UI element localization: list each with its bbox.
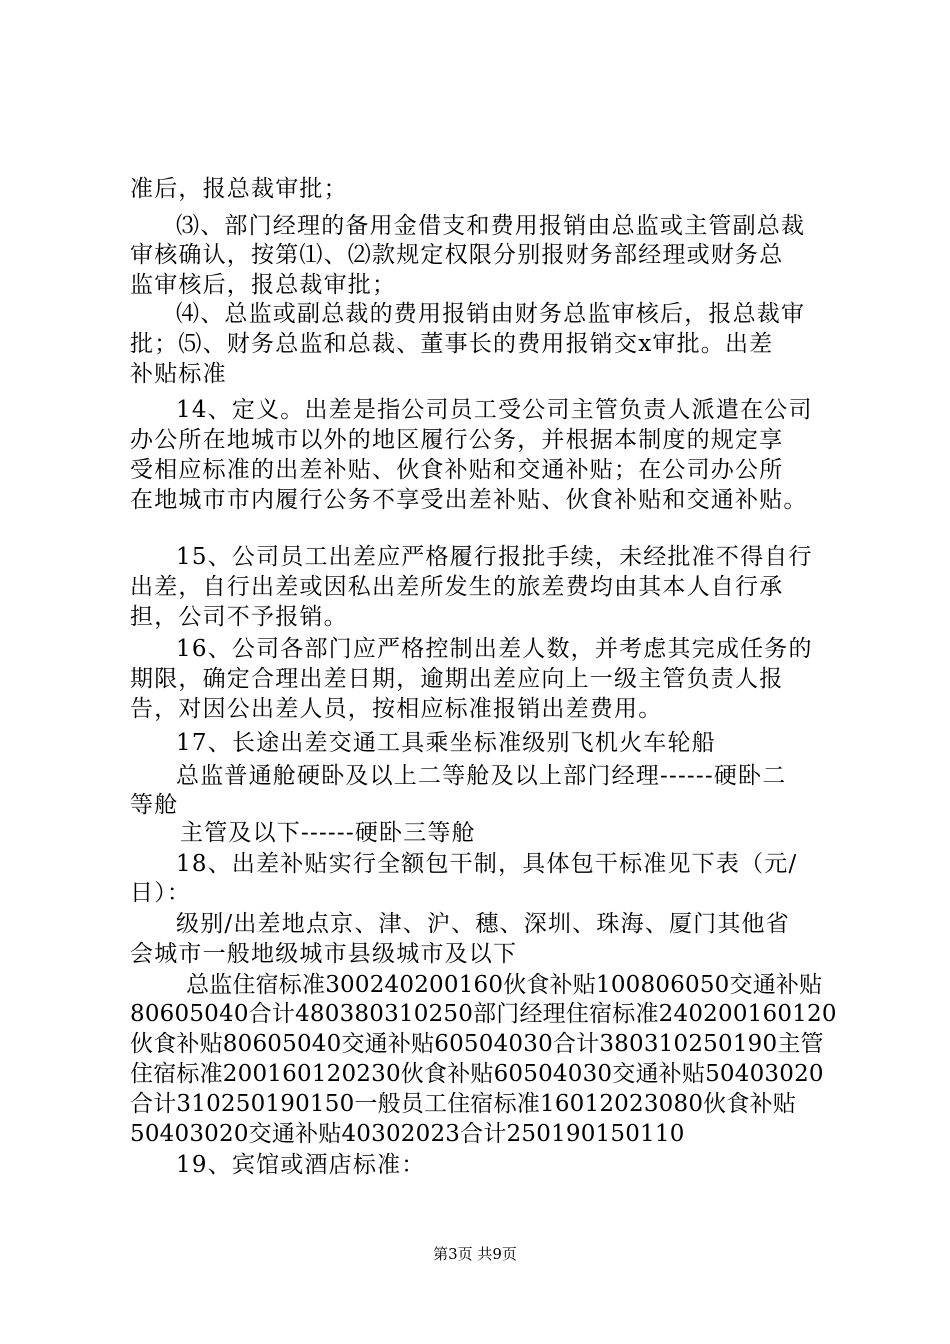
text-line: 担，公司不予报销。 [130, 604, 348, 630]
text-line: 伙食补贴80605040交通补贴60504030合计380310250190主管 [130, 1031, 824, 1057]
text-line: 16、公司各部门应严格控制出差人数，并考虑其完成任务的 [176, 636, 813, 662]
text-line: 80605040合计480380310250部门经理住宿标准240200160120 [130, 1001, 837, 1027]
text-line: 监审核后，报总裁审批； [130, 272, 397, 298]
page-number: 第3页 共9页 [433, 1245, 517, 1263]
text-line: 主管及以下------硬卧三等舱 [180, 820, 476, 846]
text-line: 办公所在地城市以外的地区履行公务，并根据本制度的规定享 [130, 427, 784, 453]
text-line: 日）： [130, 880, 192, 906]
text-line: 受相应标准的出差补贴、伙食补贴和交通补贴；在公司办公所 [130, 457, 784, 483]
text-line: 会城市一般地级城市县级城市及以下 [130, 941, 518, 967]
text-line: 住宿标准200160120230伙食补贴60504030交通补贴50403020 [130, 1061, 824, 1087]
text-line: 总监普通舱硬卧及以上二等舱及以上部门经理------硬卧二 [176, 763, 787, 789]
text-line: 级别/出差地点京、津、沪、穗、深圳、珠海、厦门其他省 [176, 911, 790, 937]
text-line: 期限，确定合理出差日期，逾期出差应向上一级主管负责人报 [130, 666, 784, 692]
text-line: 在地城市市内履行公务不享受出差补贴、伙食补贴和交通补贴。 [130, 487, 808, 513]
text-line: 等舱 [130, 792, 179, 818]
text-line: 补贴标准 [130, 361, 227, 387]
text-line: 告，对因公出差人员，按相应标准报销出差费用。 [130, 696, 663, 722]
text-line: 14、定义。出差是指公司员工受公司主管负责人派遣在公司 [176, 397, 813, 423]
text-line: 出差，自行出差或因私出差所发生的旅差费均由其本人自行承 [130, 574, 784, 600]
text-line: 15、公司员工出差应严格履行报批手续，未经批准不得自行 [176, 544, 813, 570]
text-line: 50403020交通补贴40302023合计250190150110 [130, 1121, 685, 1147]
text-line: ⑷、总监或副总裁的费用报销由财务总监审核后，报总裁审 [176, 301, 806, 327]
text-line: 准后，报总裁审批； [130, 176, 348, 202]
text-line: 18、出差补贴实行全额包干制，具体包干标准见下表（元/ [176, 851, 798, 877]
text-line: 总监住宿标准300240200160伙食补贴100806050交通补贴 [186, 972, 823, 998]
text-line: 审核确认，按第⑴、⑵款规定权限分别报财务部经理或财务总 [130, 242, 784, 268]
text-line: 17、长途出差交通工具乘坐标准级别飞机火车轮船 [176, 730, 716, 756]
text-line: 合计310250190150一般员工住宿标准16012023080伙食补贴 [130, 1091, 796, 1117]
text-line: 19、宾馆或酒店标准： [176, 1152, 426, 1178]
text-line: ⑶、部门经理的备用金借支和费用报销由总监或主管副总裁 [176, 213, 806, 239]
text-line: 批；⑸、财务总监和总裁、董事长的费用报销交x审批。出差 [130, 331, 774, 357]
